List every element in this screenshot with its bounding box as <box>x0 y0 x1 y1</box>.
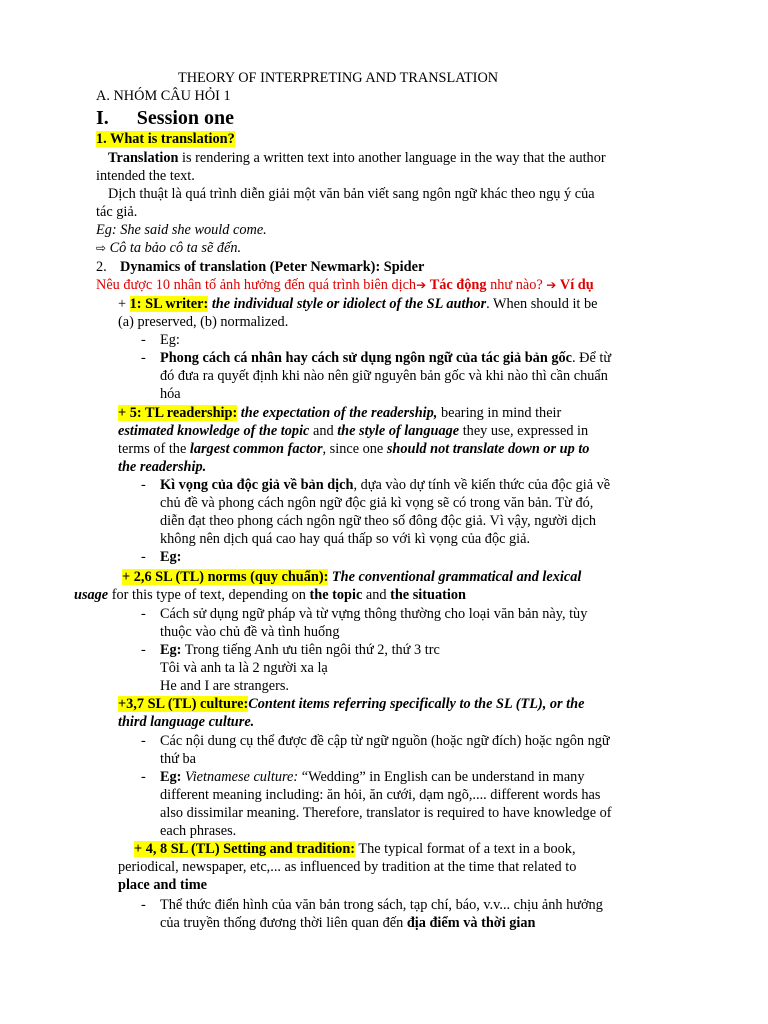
factor1-vi-line1: Phong cách cá nhân hay cách sử dụng ngôn ngữ của tác giả bản gốc. Để từ <box>160 350 612 366</box>
factor5-vi-line4: không nên dịch quá cao hay quá thấp so với kì vọng của độc giả. <box>160 531 531 547</box>
q1-definition-line1: Translation is rendering a written text into another language in the way that the author <box>108 150 606 166</box>
factor5-vi-line3: diễn đạt theo phong cách ngôn ngữ theo số đông độc giả. Vì vậy, người dịch <box>160 513 596 529</box>
factor37-example-line4: each phrases. <box>160 823 237 839</box>
factor26-vi-line2: thuộc vào chủ đề và tình huống <box>160 624 340 640</box>
hollow-arrow-icon: ⇨ <box>96 241 107 255</box>
document-title: THEORY OF INTERPRETING AND TRANSLATION <box>178 70 499 86</box>
factor37-line2: third language culture. <box>118 714 255 730</box>
factor48-vi-line2: của truyền thống đương thời liên quan đến địa điểm và thời gian <box>160 915 536 931</box>
factor37-vi-line2: thứ ba <box>160 751 196 767</box>
bullet-dash: - <box>141 477 146 493</box>
bullet-dash: - <box>141 350 146 366</box>
group-heading: A. NHÓM CÂU HỎI 1 <box>96 88 231 104</box>
factor5-line2: estimated knowledge of the topic and the style of language they use, expressed in <box>118 423 589 439</box>
factor26-example: Eg: Trong tiếng Anh ưu tiên ngôi thứ 2, thứ 3 trc <box>160 642 440 658</box>
bullet-dash: - <box>141 642 146 658</box>
factor5-vi-line2: chủ đề và phong cách ngôn ngữ độc giả kì vọng sẽ có trong văn bản. Từ đó, <box>160 495 594 511</box>
q2-prompt: Nêu được 10 nhân tố ảnh hưởng đến quá trình biên dịch➔ Tác động như nào? ➔ Ví dụ <box>96 277 594 293</box>
q1-definition-line2: intended the text. <box>96 168 195 184</box>
factor5-example: Eg: <box>160 549 182 565</box>
factor26-vi-line1: Cách sử dụng ngữ pháp và từ vựng thông thường cho loại văn bản này, tùy <box>160 606 588 622</box>
factor48-line3: place and time <box>118 877 207 893</box>
factor48-line2: periodical, newspaper, etc,... as influenced by tradition at the time that related to <box>118 859 577 875</box>
red-arrow-icon: ➔ <box>546 278 557 292</box>
bullet-dash: - <box>141 769 146 785</box>
q1-example: Eg: She said she would come. <box>96 222 267 238</box>
factor48-vi-line1: Thể thức điển hình của văn bản trong sách, tạp chí, báo, v.v... chịu ảnh hưởng <box>160 897 603 913</box>
factor5-line1: + 5: TL readership: the expectation of the readership, bearing in mind their <box>118 405 562 421</box>
q2-number: 2. <box>96 259 107 275</box>
factor37-vi-line1: Các nội dung cụ thể được đề cập từ ngữ nguồn (hoặc ngữ đích) hoặc ngôn ngữ <box>160 733 610 749</box>
factor37-line1: +3,7 SL (TL) culture:Content items referring specifically to the SL (TL), or the <box>118 696 585 712</box>
session-label: Session one <box>136 107 235 129</box>
factor1-vi-line3: hóa <box>160 386 181 402</box>
factor1-line2: (a) preserved, (b) normalized. <box>118 314 289 330</box>
red-arrow-icon: ➔ <box>416 278 427 292</box>
session-number: I. <box>96 107 109 129</box>
factor26-line1: + 2,6 SL (TL) norms (quy chuẩn): The conventional grammatical and lexical <box>122 569 582 585</box>
bullet-dash: - <box>141 733 146 749</box>
factor5-vi-line1: Kì vọng của độc giả về bản dịch, dựa vào dự tính về kiến thức của độc giả về <box>160 477 611 493</box>
bullet-dash: - <box>141 549 146 565</box>
factor5-line4: the readership. <box>118 459 207 475</box>
factor1-vi-line2: đó đưa ra quyết định khi nào nên giữ nguyên bản gốc và khi nào thì cần chuẩn <box>160 368 608 384</box>
factor48-line1: + 4, 8 SL (TL) Setting and tradition: The typical format of a text in a book, <box>134 841 576 857</box>
factor37-example: Eg: Vietnamese culture: “Wedding” in English can be understand in many <box>160 769 585 785</box>
q1-example-vi: ⇨ Cô ta bảo cô ta sẽ đến. <box>96 240 242 256</box>
factor1-example: Eg: <box>160 332 180 348</box>
factor26-line2: usage for this type of text, depending on the topic and the situation <box>74 587 466 603</box>
factor37-example-line2: different meaning including: ăn hỏi, ăn cưới, dạm ngõ,.... different words has <box>160 787 601 803</box>
q2-heading: Dynamics of translation (Peter Newmark): Spider <box>120 259 425 275</box>
q1-vi-line2: tác giả. <box>96 204 138 220</box>
session-heading <box>96 107 234 129</box>
q1-heading: 1. What is translation? <box>96 131 235 147</box>
factor26-example-line2: Tôi và anh ta là 2 người xa lạ <box>160 660 328 676</box>
factor1-line1: + 1: SL writer: the individual style or idiolect of the SL author. When should it be <box>118 296 598 312</box>
factor26-example-line3: He and I are strangers. <box>160 678 290 694</box>
q1-vi-line1: Dịch thuật là quá trình diễn giải một văn bản viết sang ngôn ngữ khác theo ngụ ý của <box>108 186 595 202</box>
bullet-dash: - <box>141 897 146 913</box>
factor37-example-line3: also dissimilar meaning. Therefore, translator is required to have knowledge of <box>160 805 612 821</box>
bullet-dash: - <box>141 606 146 622</box>
bullet-dash: - <box>141 332 146 348</box>
factor5-line3: terms of the largest common factor, since one should not translate down or up to <box>118 441 590 457</box>
